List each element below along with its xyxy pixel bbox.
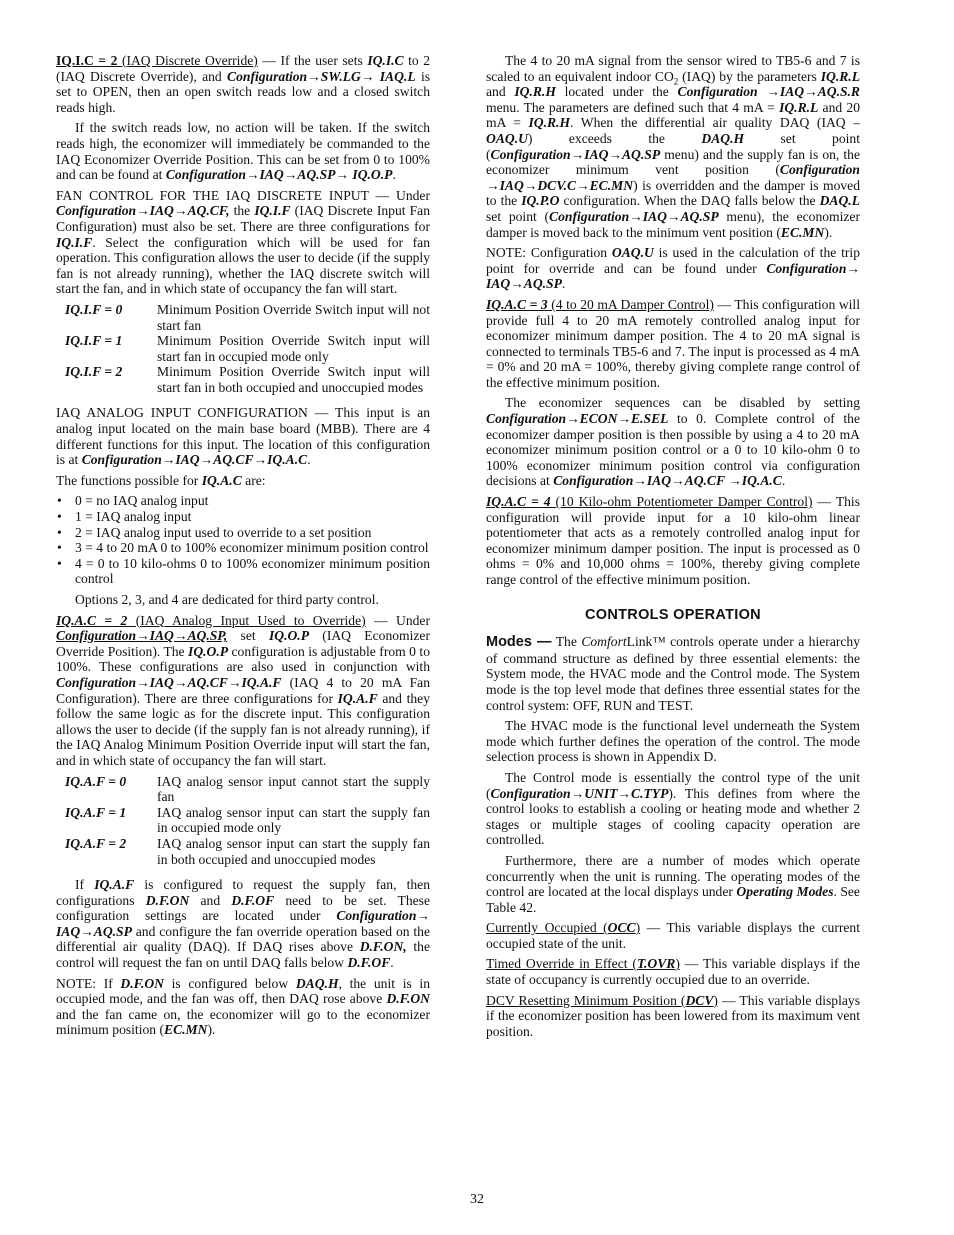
term-heading: Currently Occupied (OCC) [486,920,641,936]
term-heading: IQ.A.C = 3 (4 to 20 mA Damper Control) [486,296,714,312]
term-heading: IQ.I.C = 2 (IAQ Discrete Override) [56,53,258,68]
def-desc: IAQ analog sensor input can start the supply fan in occupied mode only [157,804,430,836]
def-term: IQ.I.F = 0 [65,301,123,317]
term-heading: Timed Override in Effect (T.OVR) [486,956,680,972]
paragraph-tovr: Timed Override in Effect (T.OVR) — This variable displays if the state of occupancy is currently occupied due to an override. [486,956,861,988]
paragraph-signal-scaling: The 4 to 20 mA signal from the sensor wired to TB5-6 and 7 is scaled to an equivalent indoor $CO_2$ (IAQ) by the parameters IQ.R.L and IQ.R.H located under the Configuration →IAQ→AQ.S.R menu. The parameters are defined such that 4 mA = IQ.R.L and 20 mA = IQ.R.H. When the differential air quality DAQ (IAQ – OAQ.U) exceeds the DAQ.H set point (Configuration→IAQ→AQ.SP menu) and the supply fan is on, the economizer minimum vent position (Configuration →IAQ→DCV.C→EC.MN) is overridden and the damper is moved to the IQ.P.O configuration. When the DAQ falls below the DAQ.L set point (Configuration→IAQ→AQ.SP menu), the economizer damper is moved back to the minimum vent position (EC.MN). [486,53,860,240]
def-term: IQ.I.F = 2 [65,364,123,380]
paragraph-hvac-mode: The HVAC mode is the functional level underneath the System mode which further defines the operation of the control. The mode selection process is shown in Appendix D. [486,718,860,765]
def-term: IQ.A.F = 1 [65,804,127,820]
paragraph-analog-input: IAQ ANALOG INPUT CONFIGURATION — This input is an analog input located on the main base board (MBB). There are 4 different functions for this input. The location of this configuration is at Configuration→IAQ→AQ.CF→IQ.A.C. [56,405,430,468]
paragraph-iqac-2: IQ.A.C = 2 (IAQ Analog Input Used to Override) — Under Configuration→IAQ→AQ.SP, set IQ.O.P (IAQ Economizer Override Position). The IQ.O.P configuration is adjustable from 0 to 100%. These configurations are also used in conjunction with Configuration→IAQ→AQ.CF→IQ.A.F (IAQ 4 to 20 mA Fan Configuration). There are three configurations for IQ.A.F and they follow the same logic as for the discrete input. This configuration allows the user to decide (if the supply fan is not already running), if the IAQ Analog Minimum Position Override input will start the fan, and in which state of occupancy the fan will start. [56,612,430,768]
def-desc: Minimum Position Override Switch input will not start fan [157,301,430,333]
iqif-definition-list [65,302,430,396]
paragraph-fan-control: FAN CONTROL FOR THE IAQ DISCRETE INPUT — Under Configuration→IAQ→AQ.CF, the IQ.I.F (IAQ Discrete Input Fan Configuration) must also be set. There are three configurations for IQ.I.F. Select the configuration which will be used for fan operation. This configuration allows the user to decide (if the supply fan is not already running), whether the IAQ discrete switch will start the fan, and in which state of occupancy the fan will start. [56,187,431,297]
list-item: • 1 = IAQ analog input [56,509,430,525]
paragraph-iqac-4: IQ.A.C = 4 (10 Kilo-ohm Potentiometer Damper Control) — This configuration will provide input for a 10 kilo-ohm linear potentiometer that acts as a remotely controlled analog input for economizer minimum damper position. The input is processed as 0 ohms = 0% and 10,000 ohms = 100%, thereby giving complete range control of the effective minimum position. [486,494,860,587]
def-term: IQ.A.F = 2 [65,835,127,851]
def-desc: IAQ analog sensor input cannot start the supply fan [157,773,430,805]
modes-title: Modes — [486,634,552,651]
paragraph-modes: Modes — The ComfortLink™ controls operate under a hierarchy of command structure as defined by three essential elements: the System mode, the HVAC mode and the Control mode. The System mode is the top level mode that defines three essential states for the control system: OFF, RUN and TEST. [486,634,861,713]
paragraph-occ: Currently Occupied (OCC) — This variable displays the current occupied state of the unit. [486,920,860,951]
iqaf-definition-list [65,774,430,868]
functions-list [56,493,430,587]
paragraph-iqac-3: IQ.A.C = 3 (4 to 20 mA Damper Control) — This configuration will provide full 4 to 20 mA remotely controlled analog input for economizer minimum damper position. The 4 to 20 mA signal is connected to terminals TB5-6 and 7. The input is processed as 4 mA = 0% and 20 mA = 100%, thereby giving complete range control of the effective minimum position. [486,296,860,390]
term-heading: IQ.A.C = 2 (IAQ Analog Input Used to Override) [56,612,366,628]
paragraph-note-oaqu: NOTE: Configuration OAQ.U is used in the calculation of the trip point for override and can be found under Configuration→ IAQ→AQ.SP. [486,245,860,292]
paragraph-disable-economizer: The economizer sequences can be disabled by setting Configuration→ECON→E.SEL to 0. Complete control of the economizer damper position is then possible by using a 4 to 20 mA economizer minimum position control or a 0 to 10 kilo-ohm 0 to 100% economizer minimum position control via configuration decisions at Configuration→IAQ→AQ.CF →IQ.A.C. [486,395,860,489]
list-item: • 0 = no IAQ analog input [56,493,430,509]
paragraph-dcv: DCV Resetting Minimum Position (DCV) — This variable displays if the economizer position has been lowered from its maximum vent position. [486,992,860,1039]
section-heading: CONTROLS OPERATION [585,606,761,623]
def-term: IQ.I.F = 1 [65,333,123,349]
def-desc: IAQ analog sensor input can start the supply fan in both occupied and unoccupied modes [157,835,430,867]
page-number: 32 [470,1192,484,1207]
term-heading: IQ.A.C = 4 (10 Kilo-ohm Potentiometer Damper Control) [486,494,813,510]
paragraph-fan-request: If IQ.A.F is configured to request the supply fan, then configurations D.F.ON and D.F.OF need to be set. These configuration settings are located under Configuration→ IAQ→AQ.SP and configure the fan override operation based on the differential air quality (DAQ). If DAQ rises above D.F.ON, the control will request the fan on until DAQ falls below D.F.OF. [56,877,430,971]
list-item: • 3 = 4 to 20 mA 0 to 100% economizer minimum position control [56,540,430,556]
paragraph-switch-low: If the switch reads low, no action will be taken. If the switch reads high, the economizer will immediately be commanded to the IAQ Economizer Override Position. This can be set from 0 to 100% and can be found at Configuration→IAQ→AQ.SP→ IQ.O.P. [56,120,430,183]
left-column [56,53,430,1043]
paragraph-operating-modes: Furthermore, there are a number of modes which operate concurrently when the unit is running. The operating modes of the control are located at the local displays under Operating Modes. See Table 42. [486,852,860,915]
paragraph-options: Options 2, 3, and 4 are dedicated for third party control. [75,592,379,607]
def-desc: Minimum Position Override Switch input will start fan in both occupied and unoccupied modes [157,364,430,395]
list-item: • 4 = 0 to 10 kilo-ohms 0 to 100% economizer minimum position control [56,556,430,587]
paragraph-functions: The functions possible for IQ.A.C are: [56,472,266,488]
term-heading: DCV Resetting Minimum Position (DCV) [486,992,718,1008]
right-column [486,53,860,1044]
def-desc: Minimum Position Override Switch input will start fan in occupied mode only [157,333,430,364]
def-term: IQ.A.F = 0 [65,773,127,789]
paragraph-iqic-2: IQ.I.C = 2 (IAQ Discrete Override) — If the user sets IQ.I.C to 2 (IAQ Discrete Override), and Configuration→SW.LG→ IAQ.L is set to OPEN, then an open switch reads low and a closed switch reads high. [56,53,431,115]
paragraph-control-mode: The Control mode is essentially the control type of the unit (Configuration→UNIT→C.TYP). This defines from where the control looks to establish a cooling or heating mode and whether 2 stages or multiple stages of cooling capacity operation are controlled. [486,769,860,848]
list-item: • 2 = IAQ analog input used to override to a set position [56,525,430,541]
paragraph-note-dfon: NOTE: If D.F.ON is configured below DAQ.H, the unit is in occupied mode, and the fan was off, then DAQ rose above D.F.ON and the fan came on, the economizer will go to the economizer minimum position (EC.MN). [56,975,431,1038]
